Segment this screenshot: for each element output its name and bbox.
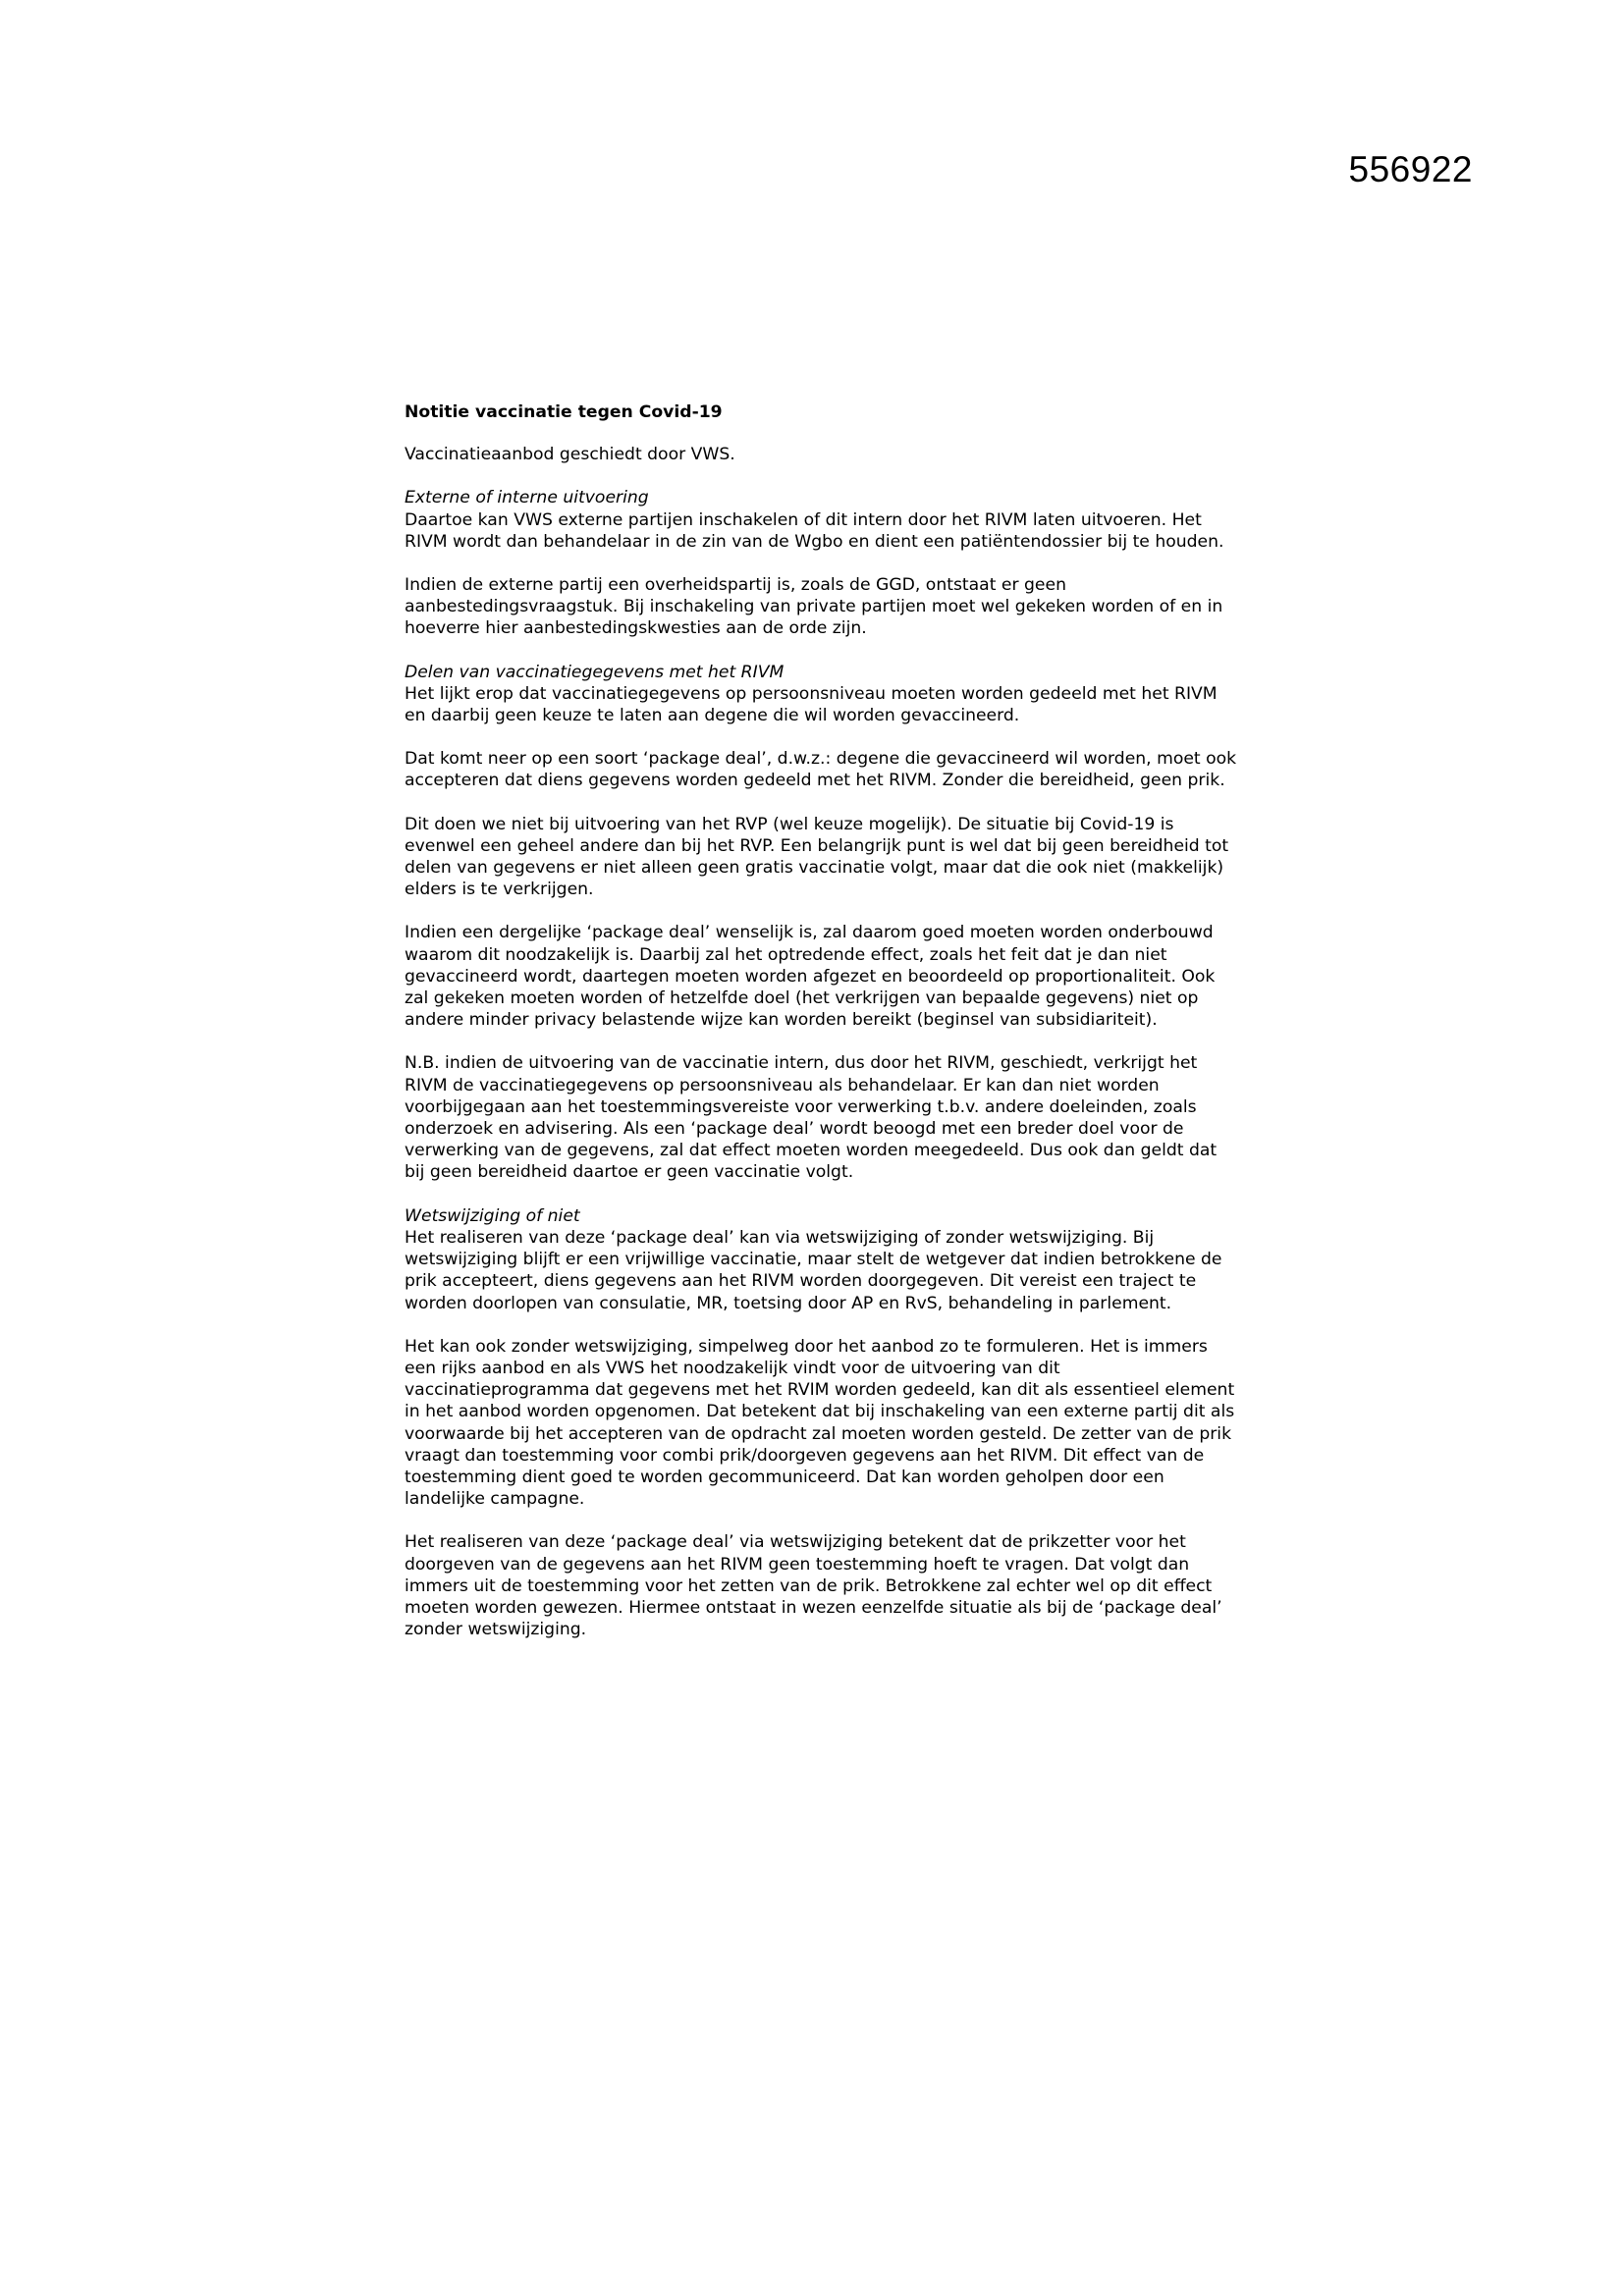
paragraph: Het kan ook zonder wetswijziging, simpelweg door het aanbod zo te formuleren. Het is immers een rijks aanbod en als VWS het noodzakelijk vindt voor de uitvoering van dit vaccinatieprogramma dat gegevens met het RVIM worden gedeeld, kan dit als essentieel element in het aanbod worden opgenomen. Dat betekent dat bij inschakeling van een externe partij dit als voorwaarde bij het accepteren van de opdracht zal moeten worden gesteld. De zetter van de prik vraagt dan toestemming voor combi prik/doorgeven gegevens aan het RIVM. Dit effect van de toestemming dient goed te worden gecommuniceerd. Dat kan worden geholpen door een landelijke campagne. xyxy=(405,1336,1235,1510)
document-body xyxy=(405,401,1239,1662)
paragraph: N.B. indien de uitvoering van de vaccinatie intern, dus door het RIVM, geschiedt, verkrijgt het RIVM de vaccinatiegegevens op persoonsniveau als behandelaar. Er kan dan niet worden voorbijgegaan aan het toestemmingsvereiste voor verwerking t.b.v. andere doeleinden, zoals onderzoek en advisering. Als een ‘package deal’ wordt beoogd met een breder doel voor de verwerking van de gegevens, zal dat effect moeten worden meegedeeld. Dus ook dan geldt dat bij geen bereidheid daartoe er geen vaccinatie volgt. xyxy=(405,1053,1218,1183)
section-sharing-data xyxy=(405,662,1239,727)
paragraph: Het realiseren van deze ‘package deal’ kan via wetswijziging of zonder wetswijziging. Bij wetswijziging blijft er een vrijwillige vaccinatie, maar stelt de wetgever dat indien betrokkene de prik accepteert, diens gegevens aan het RIVM worden doorgegeven. Dit vereist een traject te worden doorlopen van consulatie, MR, toetsing door AP en RvS, behandeling in parlement. xyxy=(405,1227,1222,1313)
document-number: 556922 xyxy=(1348,149,1473,189)
section-legislation xyxy=(405,1205,1239,1314)
paragraph: Indien de externe partij een overheidspartij is, zoals de GGD, ontstaat er geen aanbestedingsvraagstuk. Bij inschakeling van private partijen moet wel gekeken worden of en in hoeverre hier aanbestedingskwesties aan de orde zijn. xyxy=(405,575,1223,639)
paragraph: Het lijkt erop dat vaccinatiegegevens op persoonsniveau moeten worden gedeeld met het RIVM en daarbij geen keuze te laten aan degene die wil worden gevaccineerd. xyxy=(405,683,1218,726)
section-heading: Delen van vaccinatiegegevens met het RIVM xyxy=(405,662,785,682)
section-heading: Wetswijziging of niet xyxy=(405,1205,580,1226)
document-title: Notitie vaccinatie tegen Covid-19 xyxy=(405,402,723,422)
paragraph: Indien een dergelijke ‘package deal’ wenselijk is, zal daarom goed moeten worden onderbouwd waarom dit noodzakelijk is. Daarbij zal het optredende effect, zoals het feit dat je dan niet gevaccineerd wordt, daartegen moeten worden afgezet en beoordeeld op proportionaliteit. Ook zal gekeken moeten worden of hetzelfde doel (het verkrijgen van bepaalde gegevens) niet op andere minder privacy belastende wijze kan worden bereikt (beginsel van subsidiariteit). xyxy=(405,923,1216,1031)
intro-paragraph: Vaccinatieaanbod geschiedt door VWS. xyxy=(405,445,735,465)
paragraph: Dit doen we niet bij uitvoering van het RVP (wel keuze mogelijk). De situatie bij Covid-19 is evenwel een geheel andere dan bij het RVP. Een belangrijk punt is wel dat bij geen bereidheid tot delen van gegevens er niet alleen geen gratis vaccinatie volgt, maar dat die ook niet (makkelijk) elders is te verkrijgen. xyxy=(405,814,1229,900)
paragraph: Daartoe kan VWS externe partijen inschakelen of dit intern door het RIVM laten uitvoeren. Het RIVM wordt dan behandelaar in de zin van de Wgbo en dient een patiëntendossier bij te houden. xyxy=(405,509,1224,552)
section-external-internal xyxy=(405,487,1239,553)
paragraph: Dat komt neer op een soort ‘package deal’, d.w.z.: degene die gevaccineerd wil worden, moet ook accepteren dat diens gegevens worden gedeeld met het RIVM. Zonder die bereidheid, geen prik. xyxy=(405,749,1237,791)
paragraph: Het realiseren van deze ‘package deal’ via wetswijziging betekent dat de prikzetter voor het doorgeven van de gegevens aan het RIVM geen toestemming hoeft te vragen. Dat volgt dan immers uit de toestemming voor het zetten van de prik. Betrokkene zal echter wel op dit effect moeten worden gewezen. Hiermee ontstaat in wezen eenzelfde situatie als bij de ‘package deal’ zonder wetswijziging. xyxy=(405,1532,1222,1640)
section-heading: Externe of interne uitvoering xyxy=(405,488,649,508)
